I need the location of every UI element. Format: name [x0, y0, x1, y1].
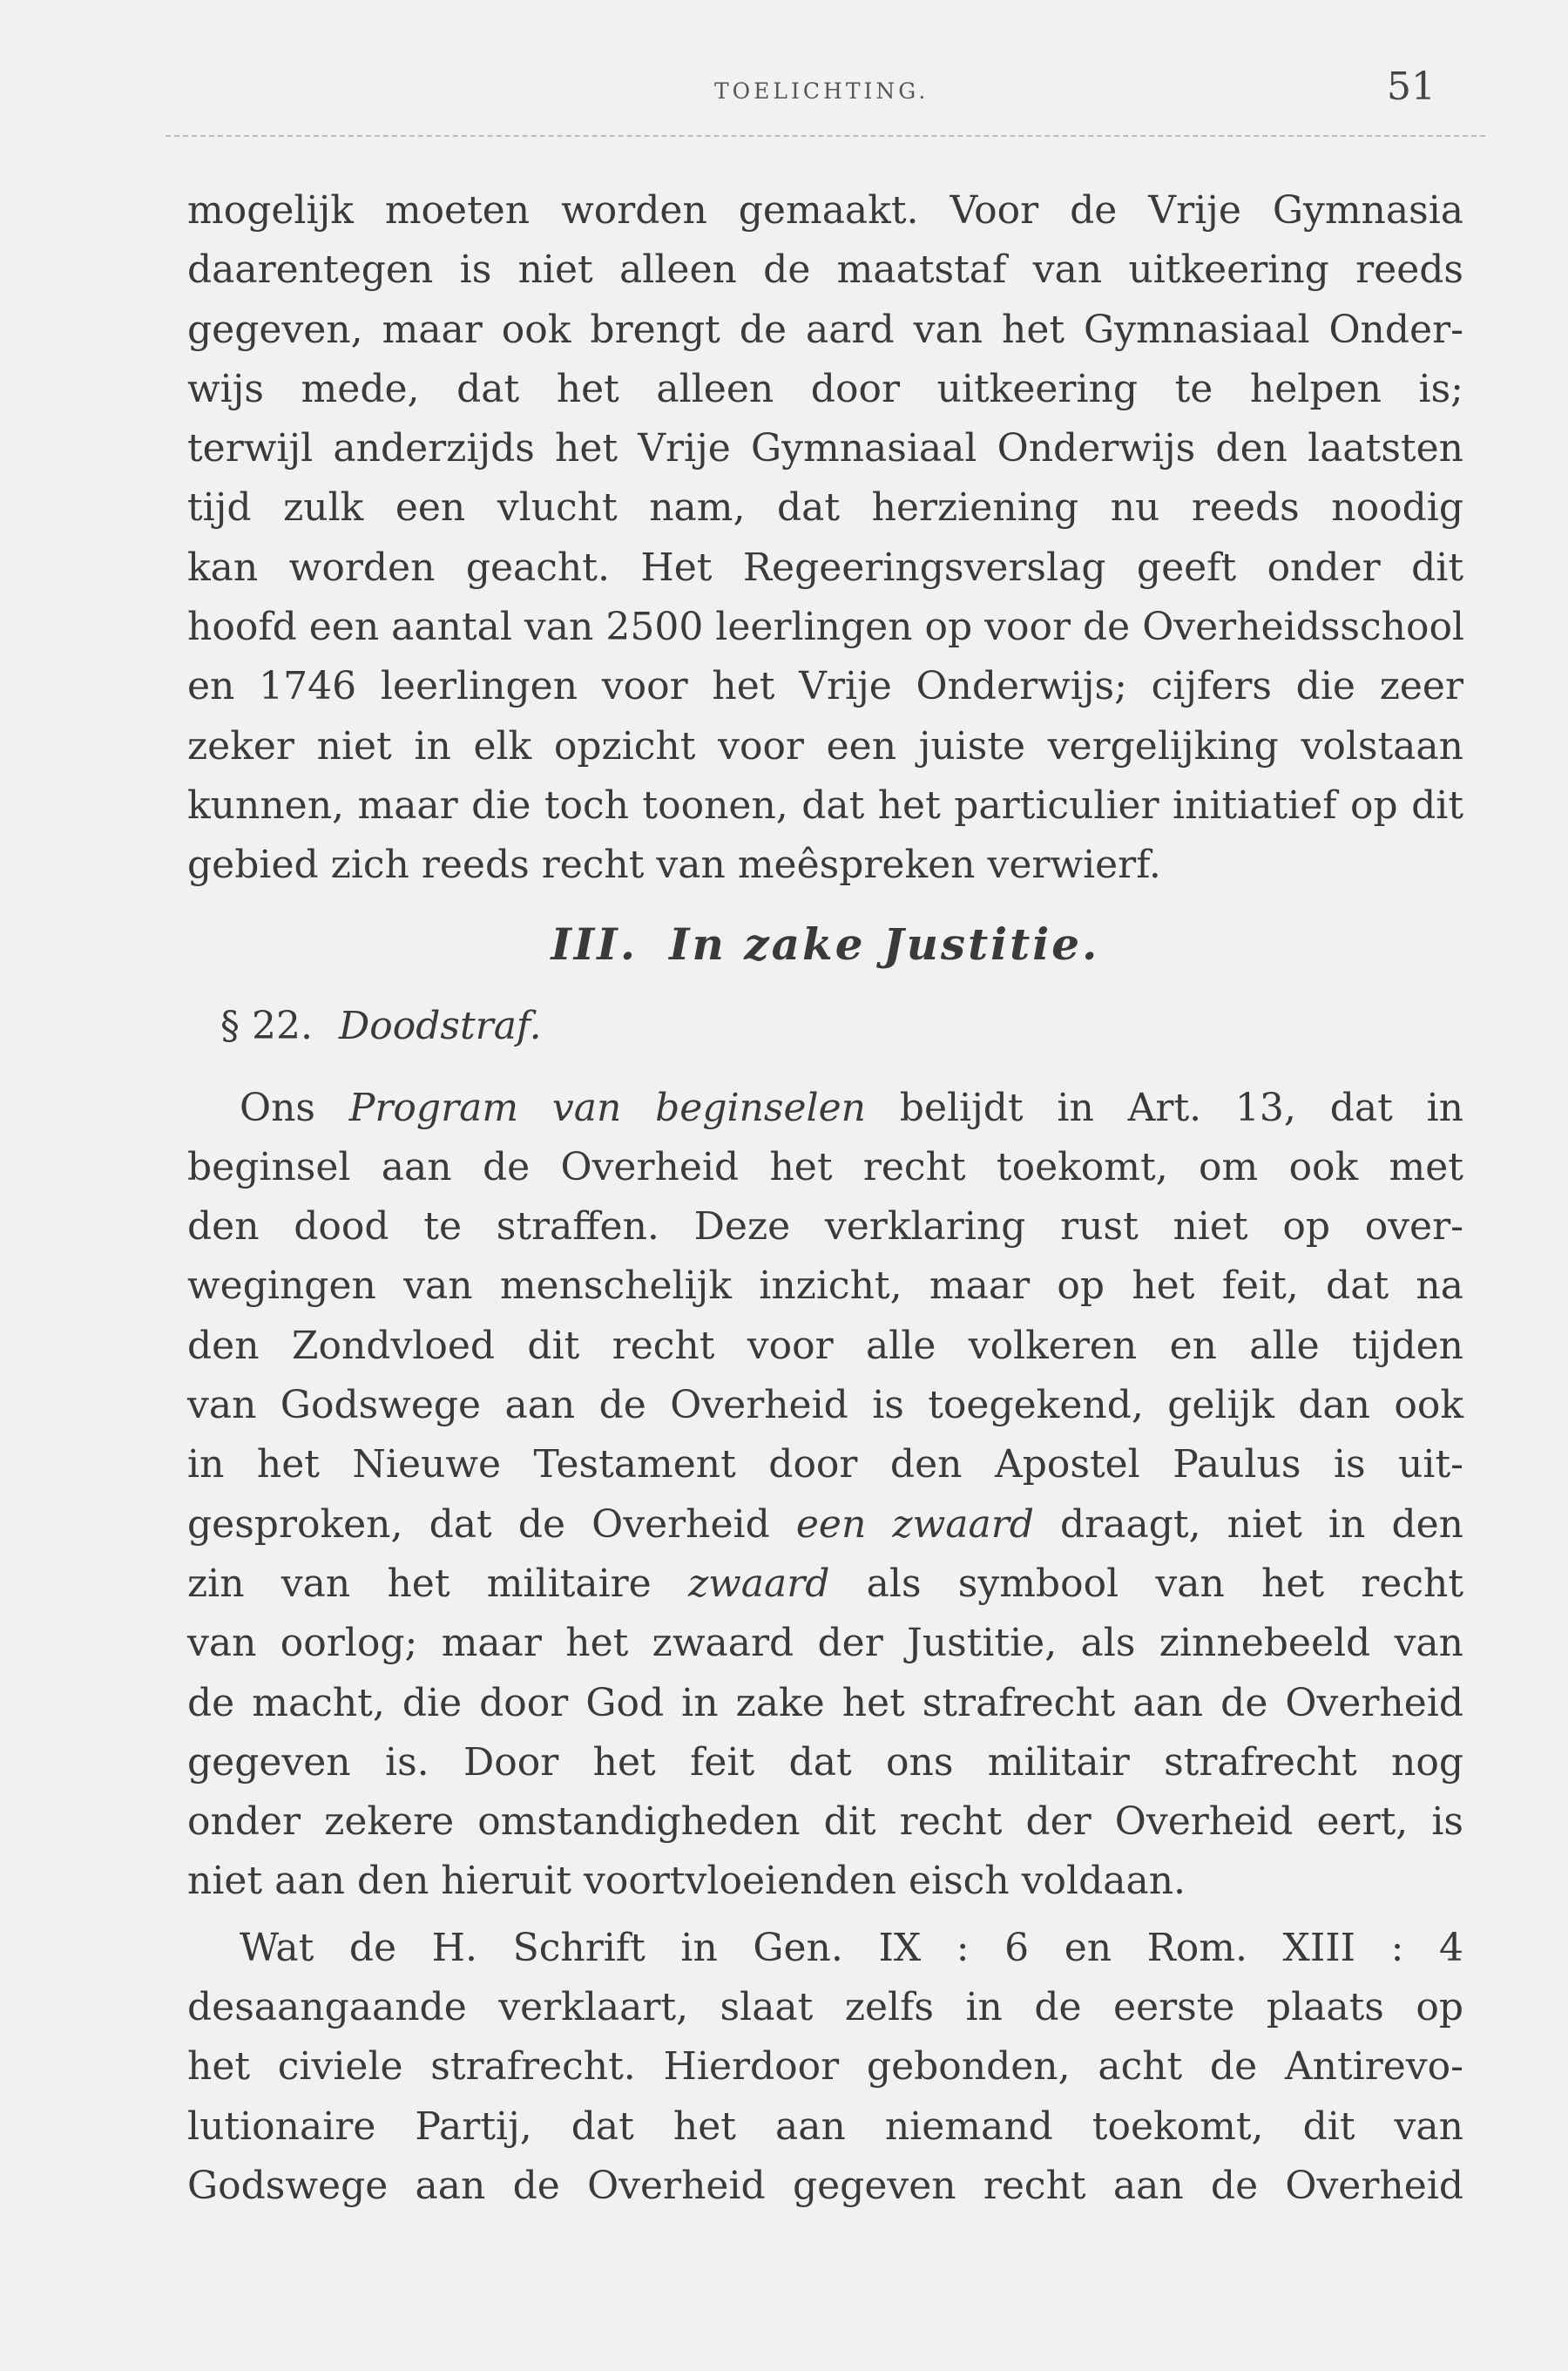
- italic-phrase: een zwaard: [795, 1501, 1034, 1547]
- body-text: [187, 181, 1463, 2216]
- text-span: belijdt in Art. 13, dat in: [865, 1085, 1463, 1130]
- text-line: en 1746 leerlingen voor het Vrije Onderwijs; cijfers die zeer: [187, 664, 1463, 709]
- text-span: als symbool van het recht: [829, 1561, 1463, 1606]
- text-line: wijs mede, dat het alleen door uitkeering te helpen is;: [187, 366, 1463, 411]
- text-span: draagt, niet in den: [1033, 1501, 1463, 1547]
- text-line: kunnen, maar die toch toonen, dat het particulier initiatief op dit: [187, 782, 1463, 828]
- text-line: hoofd een aantal van 2500 leerlingen op voor de Overheidsschool: [187, 605, 1465, 650]
- header-rule: [166, 135, 1485, 137]
- text-line: [187, 1495, 1463, 1555]
- chapter-numeral: III.: [551, 918, 639, 970]
- text-line: desaangaande verklaart, slaat zelfs in de eerste plaats op: [187, 1985, 1463, 2030]
- paragraph-gap: [187, 1912, 1463, 1919]
- text-span: gesproken, dat de Overheid: [187, 1501, 796, 1547]
- text-line: gebied zich reeds recht van meêspreken verwierf.: [187, 843, 1161, 888]
- paragraph-1: [187, 181, 1463, 896]
- italic-title: Program van beginselen: [348, 1085, 866, 1130]
- text-line: den dood te straffen. Deze verklaring rust niet op over-: [187, 1204, 1463, 1250]
- text-line: lutionaire Partij, dat het aan niemand toekomt, dit van: [187, 2103, 1463, 2149]
- text-line: beginsel aan de Overheid het recht toekomt, om ook met: [187, 1144, 1463, 1189]
- text-line: de macht, die door God in zake het strafrecht aan de Overheid: [187, 1680, 1463, 1725]
- text-line: daarentegen is niet alleen de maatstaf van uitkeering reeds: [187, 247, 1463, 293]
- text-line: terwijl anderzijds het Vrije Gymnasiaal Onderwijs den laatsten: [187, 426, 1463, 471]
- text-line: Godswege aan de Overheid gegeven recht aan de Overheid: [187, 2163, 1463, 2208]
- running-header-title: TOELICHTING.: [714, 78, 929, 104]
- text-span: zin van het militaire: [187, 1561, 688, 1606]
- text-line: kan worden geacht. Het Regeeringsverslag geeft onder dit: [187, 545, 1463, 590]
- text-line: den Zondvloed dit recht voor alle volkeren en alle tijden: [187, 1323, 1463, 1368]
- text-line: wegingen van menschelijk inzicht, maar op het feit, dat na: [187, 1263, 1463, 1309]
- text-line: van Godswege aan de Overheid is toegekend, gelijk dan ook: [187, 1383, 1463, 1428]
- chapter-title: In zake Justitie.: [669, 918, 1100, 970]
- text-span: Ons: [240, 1085, 349, 1130]
- running-header: [0, 61, 1568, 139]
- text-line: mogelijk moeten worden gemaakt. Voor de Vrije Gymnasia: [187, 188, 1463, 233]
- paragraph-3: [187, 1919, 1463, 2216]
- section-number: § 22.: [220, 1003, 313, 1048]
- italic-phrase: zwaard: [687, 1561, 830, 1606]
- paragraph-2: [187, 1079, 1463, 1912]
- text-line: het civiele strafrecht. Hierdoor gebonden, acht de Antirevo-: [187, 2044, 1463, 2090]
- text-line: zeker niet in elk opzicht voor een juiste vergelijking volstaan: [187, 723, 1463, 769]
- text-line: van oorlog; maar het zwaard der Justitie, als zinnebeeld van: [187, 1621, 1463, 1666]
- text-line: niet aan den hieruit voortvloeienden eisch voldaan.: [187, 1859, 1186, 1904]
- text-line: [187, 1079, 1463, 1138]
- text-line: [187, 1555, 1463, 1614]
- text-line: in het Nieuwe Testament door den Apostel Paulus is uit-: [187, 1442, 1463, 1487]
- section-title: Doodstraf.: [338, 1003, 542, 1048]
- section-heading: [187, 1000, 1463, 1079]
- text-line: gegeven, maar ook brengt de aard van het Gymnasiaal Onder-: [187, 307, 1463, 352]
- text-line: gegeven is. Door het feit dat ons militair strafrecht nog: [187, 1739, 1463, 1785]
- chapter-heading: [187, 901, 1463, 1000]
- text-line: tijd zulk een vlucht nam, dat herziening nu reeds noodig: [187, 485, 1463, 531]
- page-number: 51: [1387, 64, 1436, 109]
- text-line: Wat de H. Schrift in Gen. IX : 6 en Rom. XIII : 4: [240, 1925, 1463, 1970]
- text-line: onder zekere omstandigheden dit recht der Overheid eert, is: [187, 1799, 1463, 1845]
